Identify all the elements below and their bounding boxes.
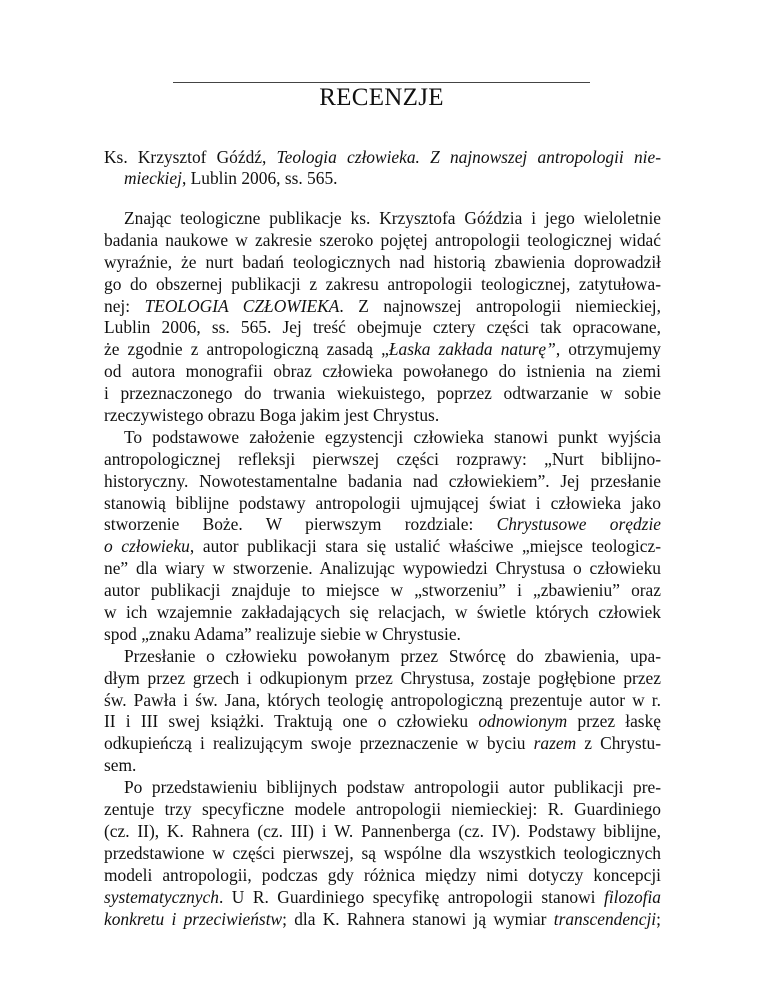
italic-run: razem — [533, 733, 577, 754]
bib-line-2 — [104, 168, 661, 189]
review-body — [104, 208, 661, 930]
body-line: modeli antropologii, podczas gdy różnica między nimi dotyczy koncepcji — [104, 864, 661, 885]
body-line: i przeznaczonego do trwania wiekuistego, poprzez odtwarzanie w sobie — [104, 383, 661, 404]
text-run: z Chrystu- — [576, 733, 661, 754]
bib-publication: , Lublin 2006, ss. 565. — [181, 168, 338, 188]
text-run: II i III swej książki. Traktują one o człowieku — [104, 711, 479, 732]
body-line: Przesłanie o człowieku powołanym przez Stwórcę do zbawienia, upa- — [124, 645, 661, 666]
body-line: św. Pawła i św. Jana, których teologię antropologiczną prezentuje autor w r. — [104, 689, 661, 710]
section-title: RECENZJE — [319, 84, 444, 111]
bib-title-2: mieckiej — [124, 168, 182, 188]
body-line: zentuje trzy specyficzne modele antropologii niemieckiej: R. Guardiniego — [104, 799, 661, 820]
body-line — [104, 711, 661, 733]
body-line: (cz. II), K. Rahnera (cz. III) i W. Pannenberga (cz. IV). Podstawy biblijne, — [104, 820, 661, 841]
text-run: , autor publikacji stara się ustalić właściwe „miejsce teologicz- — [189, 536, 661, 557]
text-run: przez łaskę — [567, 711, 661, 732]
bibliographic-entry — [104, 147, 661, 189]
text-run: , otrzymujemy — [555, 339, 661, 360]
body-line — [104, 514, 661, 536]
body-line — [104, 909, 661, 931]
italic-run: TEOLOGIA CZŁOWIEKA — [144, 295, 340, 316]
text-run: że zgodnie z antropologiczną zasadą „ — [104, 339, 389, 360]
italic-run: filozofia — [603, 886, 661, 907]
body-line: dłym przez grzech i odkupionym przez Chrystusa, zostaje pogłębione przez — [104, 667, 661, 688]
body-line: wyraźnie, że nurt badań teologicznych nad historią zbawienia doprowadził — [104, 251, 661, 272]
italic-run: konkretu i przeciwieństw — [104, 908, 283, 929]
text-run: ; — [656, 908, 661, 929]
text-run: odkupieńczą i realizującym swoje przeznaczenie w byciu — [104, 733, 534, 754]
body-line: ne” dla wiary w stworzenie. Analizując wypowiedzi Chrystusa o człowieku — [104, 558, 661, 579]
italic-run: Łaska zakłada naturę” — [388, 339, 556, 360]
body-line: od autora monografii obraz człowieka powołanego do istnienia na ziemi — [104, 361, 661, 382]
body-line: stanowią biblijne podstawy antropologii ujmującej świat i człowieka jako — [104, 492, 661, 513]
body-line: historyczny. Nowotestamentalne badania nad człowiekiem”. Jej przesłanie — [104, 470, 661, 491]
body-line: rzeczywistego obrazu Boga jakim jest Chrystus. — [104, 405, 440, 426]
body-line: Lublin 2006, ss. 565. Jej treść obejmuje cztery części tak opracowane, — [104, 317, 661, 338]
italic-run: transcendencji — [553, 908, 657, 929]
bib-line-1 — [104, 147, 661, 168]
body-line — [104, 536, 661, 558]
text-run: nej: — [104, 295, 145, 316]
body-line: autor publikacji znajduje to miejsce w „stworzeniu” i „zbawieniu” oraz — [104, 580, 661, 601]
bib-title-1: Teologia człowieka. Z najnowszej antropologii nie- — [276, 147, 661, 167]
body-line: badania naukowe w zakresie szeroko pojętej antropologii teologicznej widać — [104, 229, 661, 250]
italic-run: odnowionym — [478, 711, 568, 732]
body-line: antropologicznej refleksji pierwszej części rozprawy: „Nurt biblijno- — [104, 448, 661, 469]
body-line: przedstawione w części pierwszej, są wspólne dla wszystkich teologicznych — [104, 842, 661, 863]
body-line — [104, 733, 661, 755]
body-line — [104, 296, 661, 318]
body-line: spod „znaku Adama” realizuje siebie w Chrystusie. — [104, 623, 461, 644]
body-line: Znając teologiczne publikacje ks. Krzysztofa Góździa i jego wieloletnie — [124, 208, 661, 228]
body-line: w ich wzajemnie zakładających się relacjach, w świetle których człowiek — [104, 602, 661, 623]
body-line: Po przedstawieniu biblijnych podstaw antropologii autor publikacji pre- — [124, 777, 661, 798]
body-line — [104, 339, 661, 361]
body-line: go do obszernej publikacji z zakresu antropologii teologicznej, zatytułowa- — [104, 273, 661, 294]
body-line: sem. — [104, 755, 137, 776]
text-run: stworzenie Boże. W pierwszym rozdziale: — [104, 514, 497, 535]
italic-run: Chrystusowe orędzie — [496, 514, 661, 535]
italic-run: o człowieku — [104, 536, 190, 557]
bib-author: Ks. Krzysztof Góźdź, — [104, 147, 277, 167]
text-run: . Z najnowszej antropologii niemieckiej, — [339, 295, 661, 316]
body-line: To podstawowe założenie egzystencji człowieka stanowi punkt wyjścia — [124, 426, 661, 447]
text-run: ; dla K. Rahnera stanowi ją wymiar — [282, 908, 554, 929]
text-run: . U R. Guardiniego specyfikę antropologii stanowi — [218, 886, 604, 907]
body-line — [104, 887, 661, 909]
italic-run: systematycznych — [104, 886, 219, 907]
